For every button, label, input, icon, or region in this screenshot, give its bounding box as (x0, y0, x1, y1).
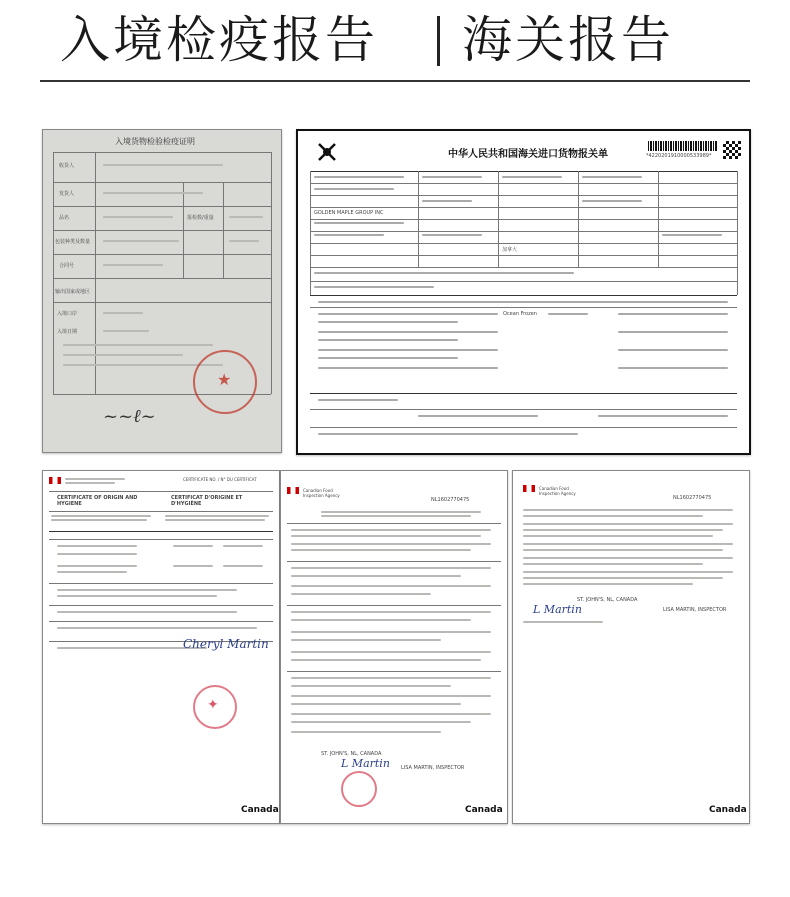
cert-number-2: NL1602770475 (673, 495, 712, 501)
city-line: ST. JOHN'S, NL, CANADA (321, 751, 382, 757)
cert-number: NL1602770475 (431, 497, 470, 503)
label-quantity: 报检数/重量 (187, 215, 214, 221)
cert-title-fr: CERTIFICAT D'ORIGINE ET D'HYGIÈNE (171, 495, 243, 507)
signature: ~~ℓ~ (103, 406, 156, 427)
cfia-seal-2 (341, 771, 377, 807)
declaration-title: 中华人民共和国海关进口货物报关单 (448, 149, 608, 160)
canada-flag-icon (49, 477, 61, 484)
header-rule (40, 80, 750, 82)
customs-emblem-icon (316, 141, 338, 163)
canada-wordmark-2: Canada (465, 805, 503, 815)
canada-wordmark: Canada (241, 805, 279, 815)
label-consignee: 收货人 (59, 163, 75, 169)
maple-leaf-icon: ✦ (207, 697, 219, 713)
company-name: GOLDEN MAPLE GROUP INC (314, 210, 384, 216)
cfia-export-certificate (280, 470, 508, 824)
country-value: 加拿大 (502, 247, 518, 253)
cfia-health-attestation (512, 470, 750, 824)
inspection-certificate-title: 入境货物检验检疫证明 (115, 137, 195, 146)
entry-quarantine-title: 入境检疫报告 (60, 11, 378, 69)
label-goods: 品名 (59, 215, 70, 221)
title-divider (437, 16, 440, 66)
barcode-number: *4220201910000533989* (646, 153, 712, 159)
customs-report-title: 海关报告 (462, 11, 674, 69)
inspector-signature-2: L Martin (533, 603, 582, 616)
canada-wordmark-3: Canada (709, 805, 747, 815)
agency-name: Canadian Food Inspection Agency (303, 488, 340, 498)
barcode-icon (648, 141, 718, 151)
page-header (0, 0, 790, 80)
agency-name-2: Canadian Food Inspection Agency (539, 486, 576, 496)
inspection-certificate-scan (42, 129, 282, 453)
label-origin-country: 输出国家或地区 (55, 289, 91, 295)
label-consignor: 发货人 (59, 191, 75, 197)
customs-declaration (296, 129, 751, 455)
inspector-name: LISA MARTIN, INSPECTOR (401, 765, 465, 771)
inspector-name-2: LISA MARTIN, INSPECTOR (663, 607, 727, 613)
label-entry-port: 入境口岸 (57, 311, 78, 317)
label-packing: 包装种类及数量 (55, 239, 91, 245)
canada-flag-icon-3 (523, 485, 535, 492)
cert-signature: Cheryl Martin (183, 637, 269, 651)
cert-number-label: CERTIFICATE NO. / N° DU CERTIFICAT (183, 477, 257, 482)
seal-star-icon: ★ (217, 370, 232, 389)
cert-title-en: CERTIFICATE OF ORIGIN AND HYGIENE (57, 495, 138, 507)
canada-flag-icon-2 (287, 487, 299, 494)
inspector-signature: L Martin (341, 757, 390, 770)
qr-code-icon (723, 141, 741, 159)
goods-name: Ocean Frozen (503, 311, 537, 317)
city-line-2: ST. JOHN'S, NL, CANADA (577, 597, 638, 603)
label-entry-date: 入境日期 (57, 329, 78, 335)
certificate-origin-hygiene (42, 470, 280, 824)
label-contract: 合同号 (59, 263, 75, 269)
